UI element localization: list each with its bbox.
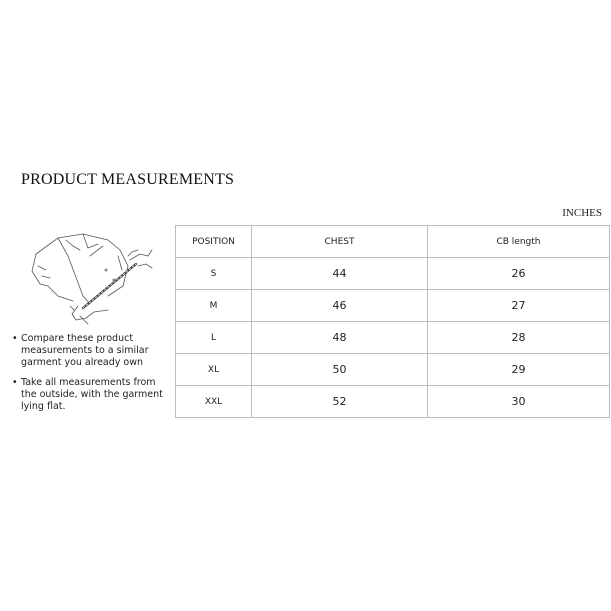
table-row <box>176 258 610 290</box>
cell-position: XXL <box>176 386 252 418</box>
bullet-icon: • <box>12 333 18 344</box>
cell-position: L <box>176 322 252 354</box>
cell-chest: 50 <box>252 354 428 386</box>
table-row <box>176 386 610 418</box>
cell-chest: 44 <box>252 258 428 290</box>
cell-cb-length: 27 <box>428 290 610 322</box>
note-item <box>12 333 172 369</box>
table-row <box>176 354 610 386</box>
note-text: Compare these product measurements to a similar garment you already own <box>21 333 149 368</box>
units-label: INCHES <box>562 207 602 219</box>
table-row <box>176 290 610 322</box>
size-chart-table <box>175 225 610 418</box>
cell-position: XL <box>176 354 252 386</box>
table-row <box>176 322 610 354</box>
cell-position: S <box>176 258 252 290</box>
table-header-row <box>176 226 610 258</box>
bullet-icon: • <box>12 377 18 388</box>
cell-chest: 52 <box>252 386 428 418</box>
cell-cb-length: 30 <box>428 386 610 418</box>
header-position: POSITION <box>176 226 252 258</box>
cell-chest: 46 <box>252 290 428 322</box>
cell-cb-length: 29 <box>428 354 610 386</box>
cell-chest: 48 <box>252 322 428 354</box>
measuring-garment-illustration <box>28 226 153 326</box>
cell-cb-length: 26 <box>428 258 610 290</box>
header-cb-length: CB length <box>428 226 610 258</box>
page-title: PRODUCT MEASUREMENTS <box>21 171 235 188</box>
note-text: Take all measurements from the outside, with the garment lying flat. <box>21 377 163 412</box>
measurement-notes <box>12 333 172 421</box>
cell-position: M <box>176 290 252 322</box>
cell-cb-length: 28 <box>428 322 610 354</box>
header-chest: CHEST <box>252 226 428 258</box>
note-item <box>12 377 172 413</box>
